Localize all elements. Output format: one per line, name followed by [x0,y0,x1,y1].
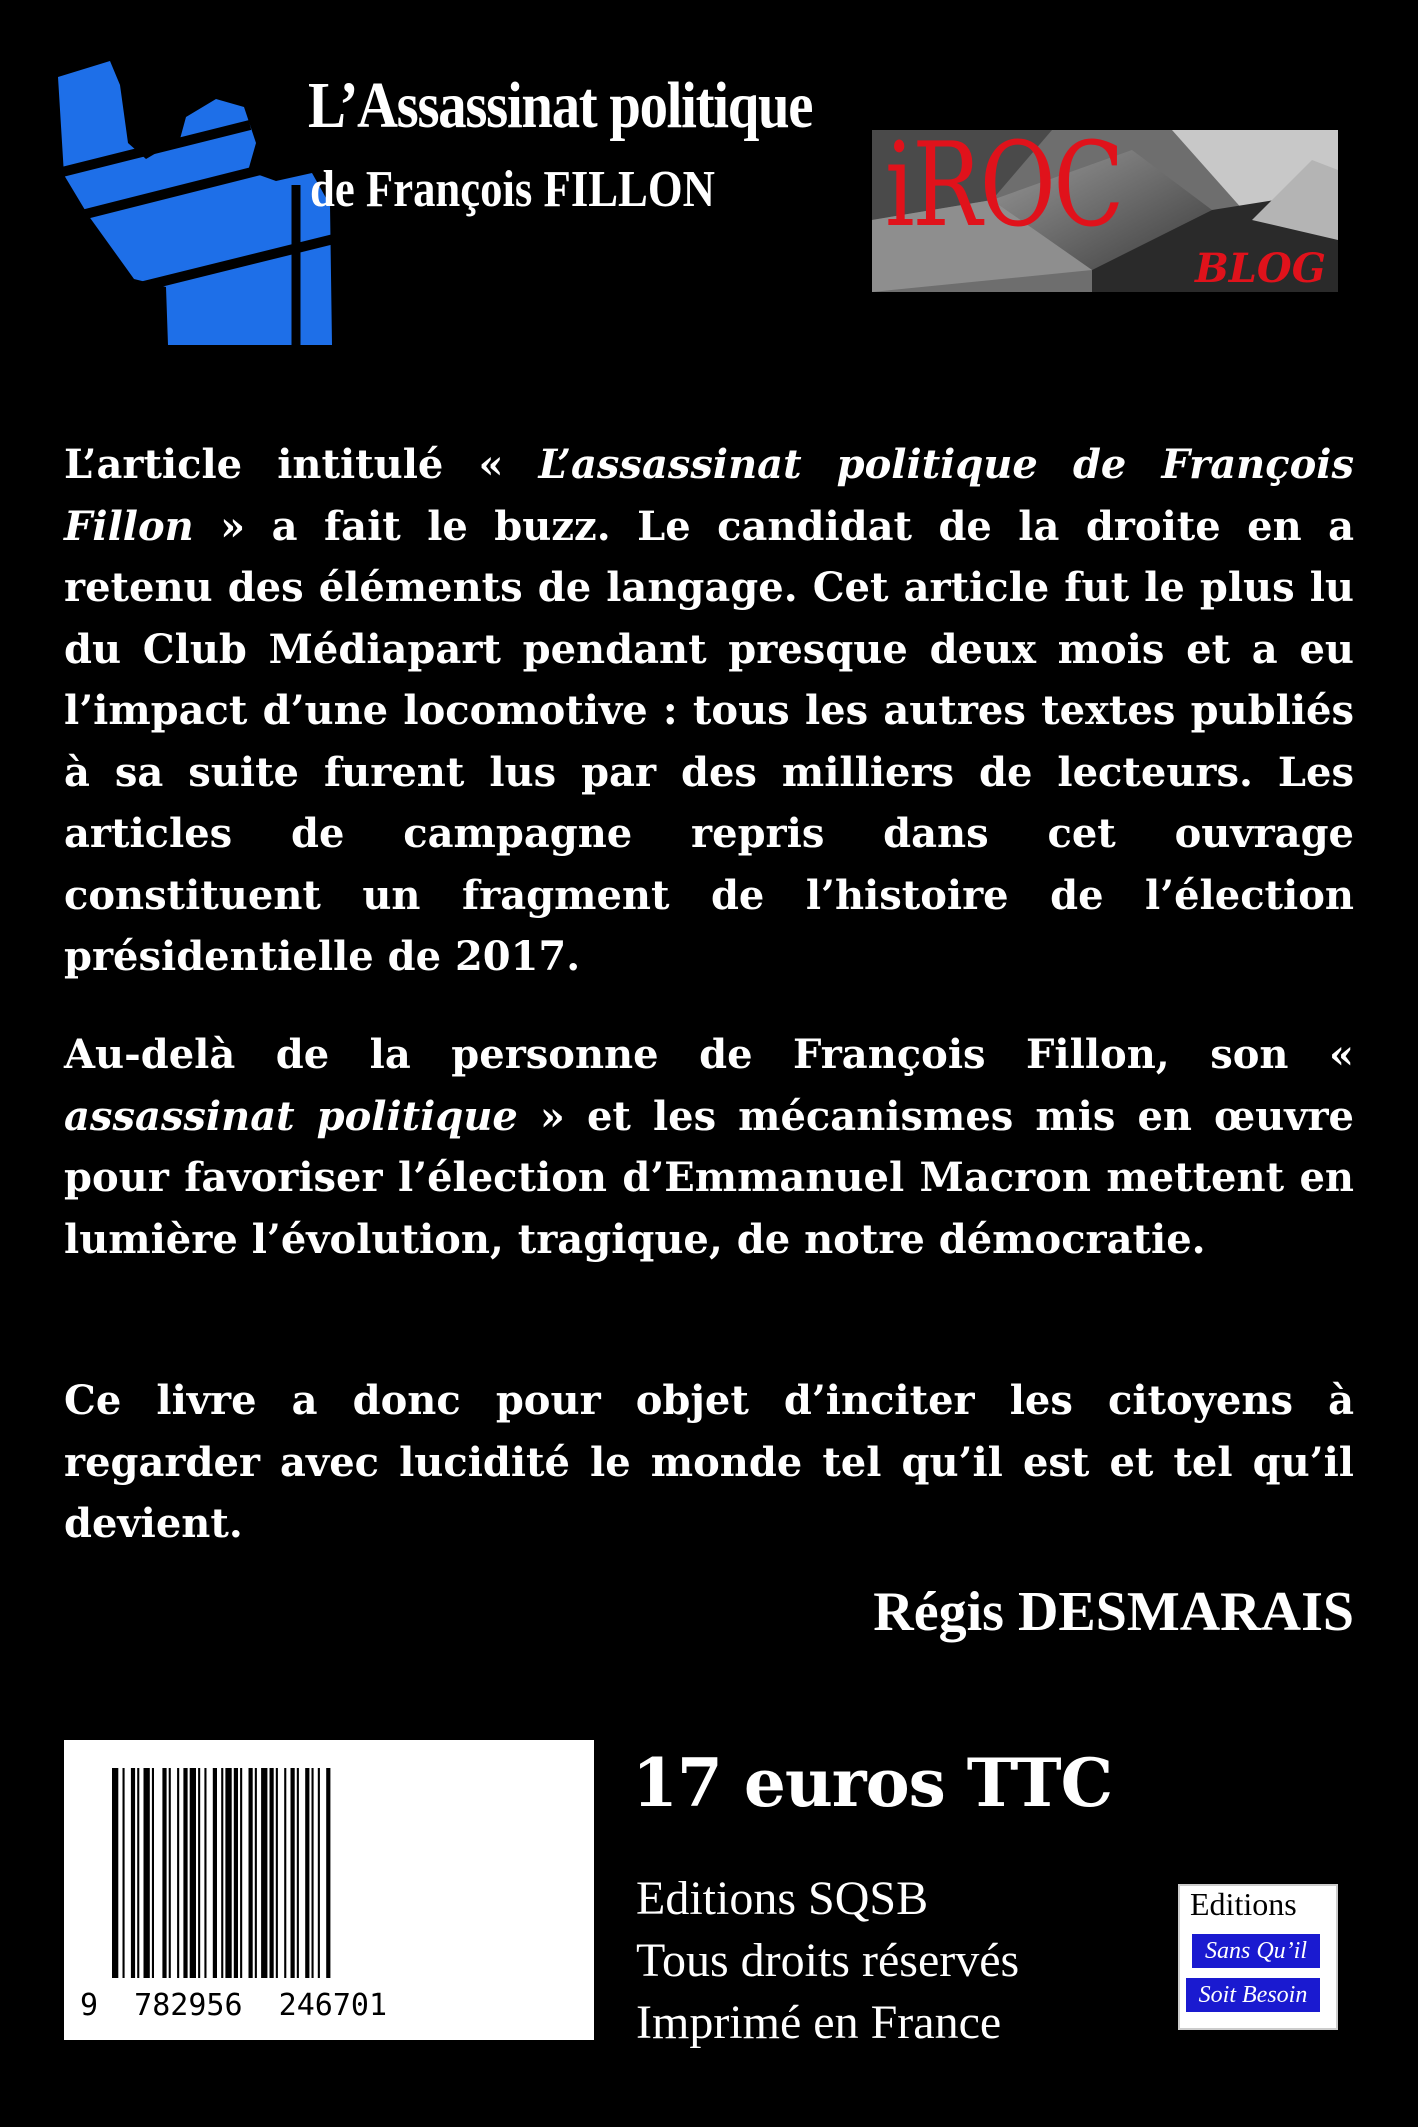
paragraph-1 [64,434,1354,988]
paragraph-1-intro: L’article intitulé « [64,441,539,488]
paragraph-2-rest: » et les mécanismes mis en œuvre pour favoriser l’élection d’Emmanuel Macron mettent en lumière l’évolution, tragique, de notre démocratie. [64,1092,1354,1263]
editions-logo-line-1: Sans Qu’il [1192,1934,1320,1968]
printed-in-notice: Imprimé en France [636,1996,1002,2049]
paragraph-3: Ce livre a donc pour objet d’inciter les citoyens à regarder avec lucidité le monde tel qu’il est et tel qu’il devient. [64,1377,1354,1547]
header-subtitle: de François FILLON [310,161,715,218]
editions-logo-word: Editions [1190,1886,1297,1922]
barcode-bars [112,1768,532,1978]
article-title: L’assassinat politique de François Fillon [64,441,1354,550]
paragraph-2-intro: Au-delà de la personne de François Fillon, son « [64,1031,1354,1078]
raised-fist-figure-icon [50,55,350,355]
rights-notice: Tous droits réservés [636,1934,1020,1987]
paragraph-2 [64,1024,1354,1270]
paragraph-1-rest: » a fait le buzz. Le candidat de la droite en a retenu des éléments de langage. Cet article fut le plus lu du Club Médiapart pendant presque deux mois et a eu l’impact d’une locomotive : tous les autres textes publiés à sa suite furent lus par des milliers de lecteurs. Les articles de campagne repris dans cet ouvrage constituent un fragment de l’histoire de l’élection présidentielle de 2017. [64,502,1354,980]
paragraph-2-italic: assassinat politique [64,1092,518,1140]
roc-logo-text: iROC [885,118,1123,253]
publisher-name: Editions SQSB [636,1872,929,1925]
author-name: Régis DESMARAIS [873,1581,1354,1643]
editions-logo-line-2: Soit Besoin [1186,1978,1320,2012]
roc-logo-blog-text: BLOG [1195,245,1326,292]
barcode-digits: 9 782956 246701 [80,1988,388,2023]
header-title: L’Assassinat politique [308,69,813,142]
price: 17 euros TTC [632,1744,1113,1822]
